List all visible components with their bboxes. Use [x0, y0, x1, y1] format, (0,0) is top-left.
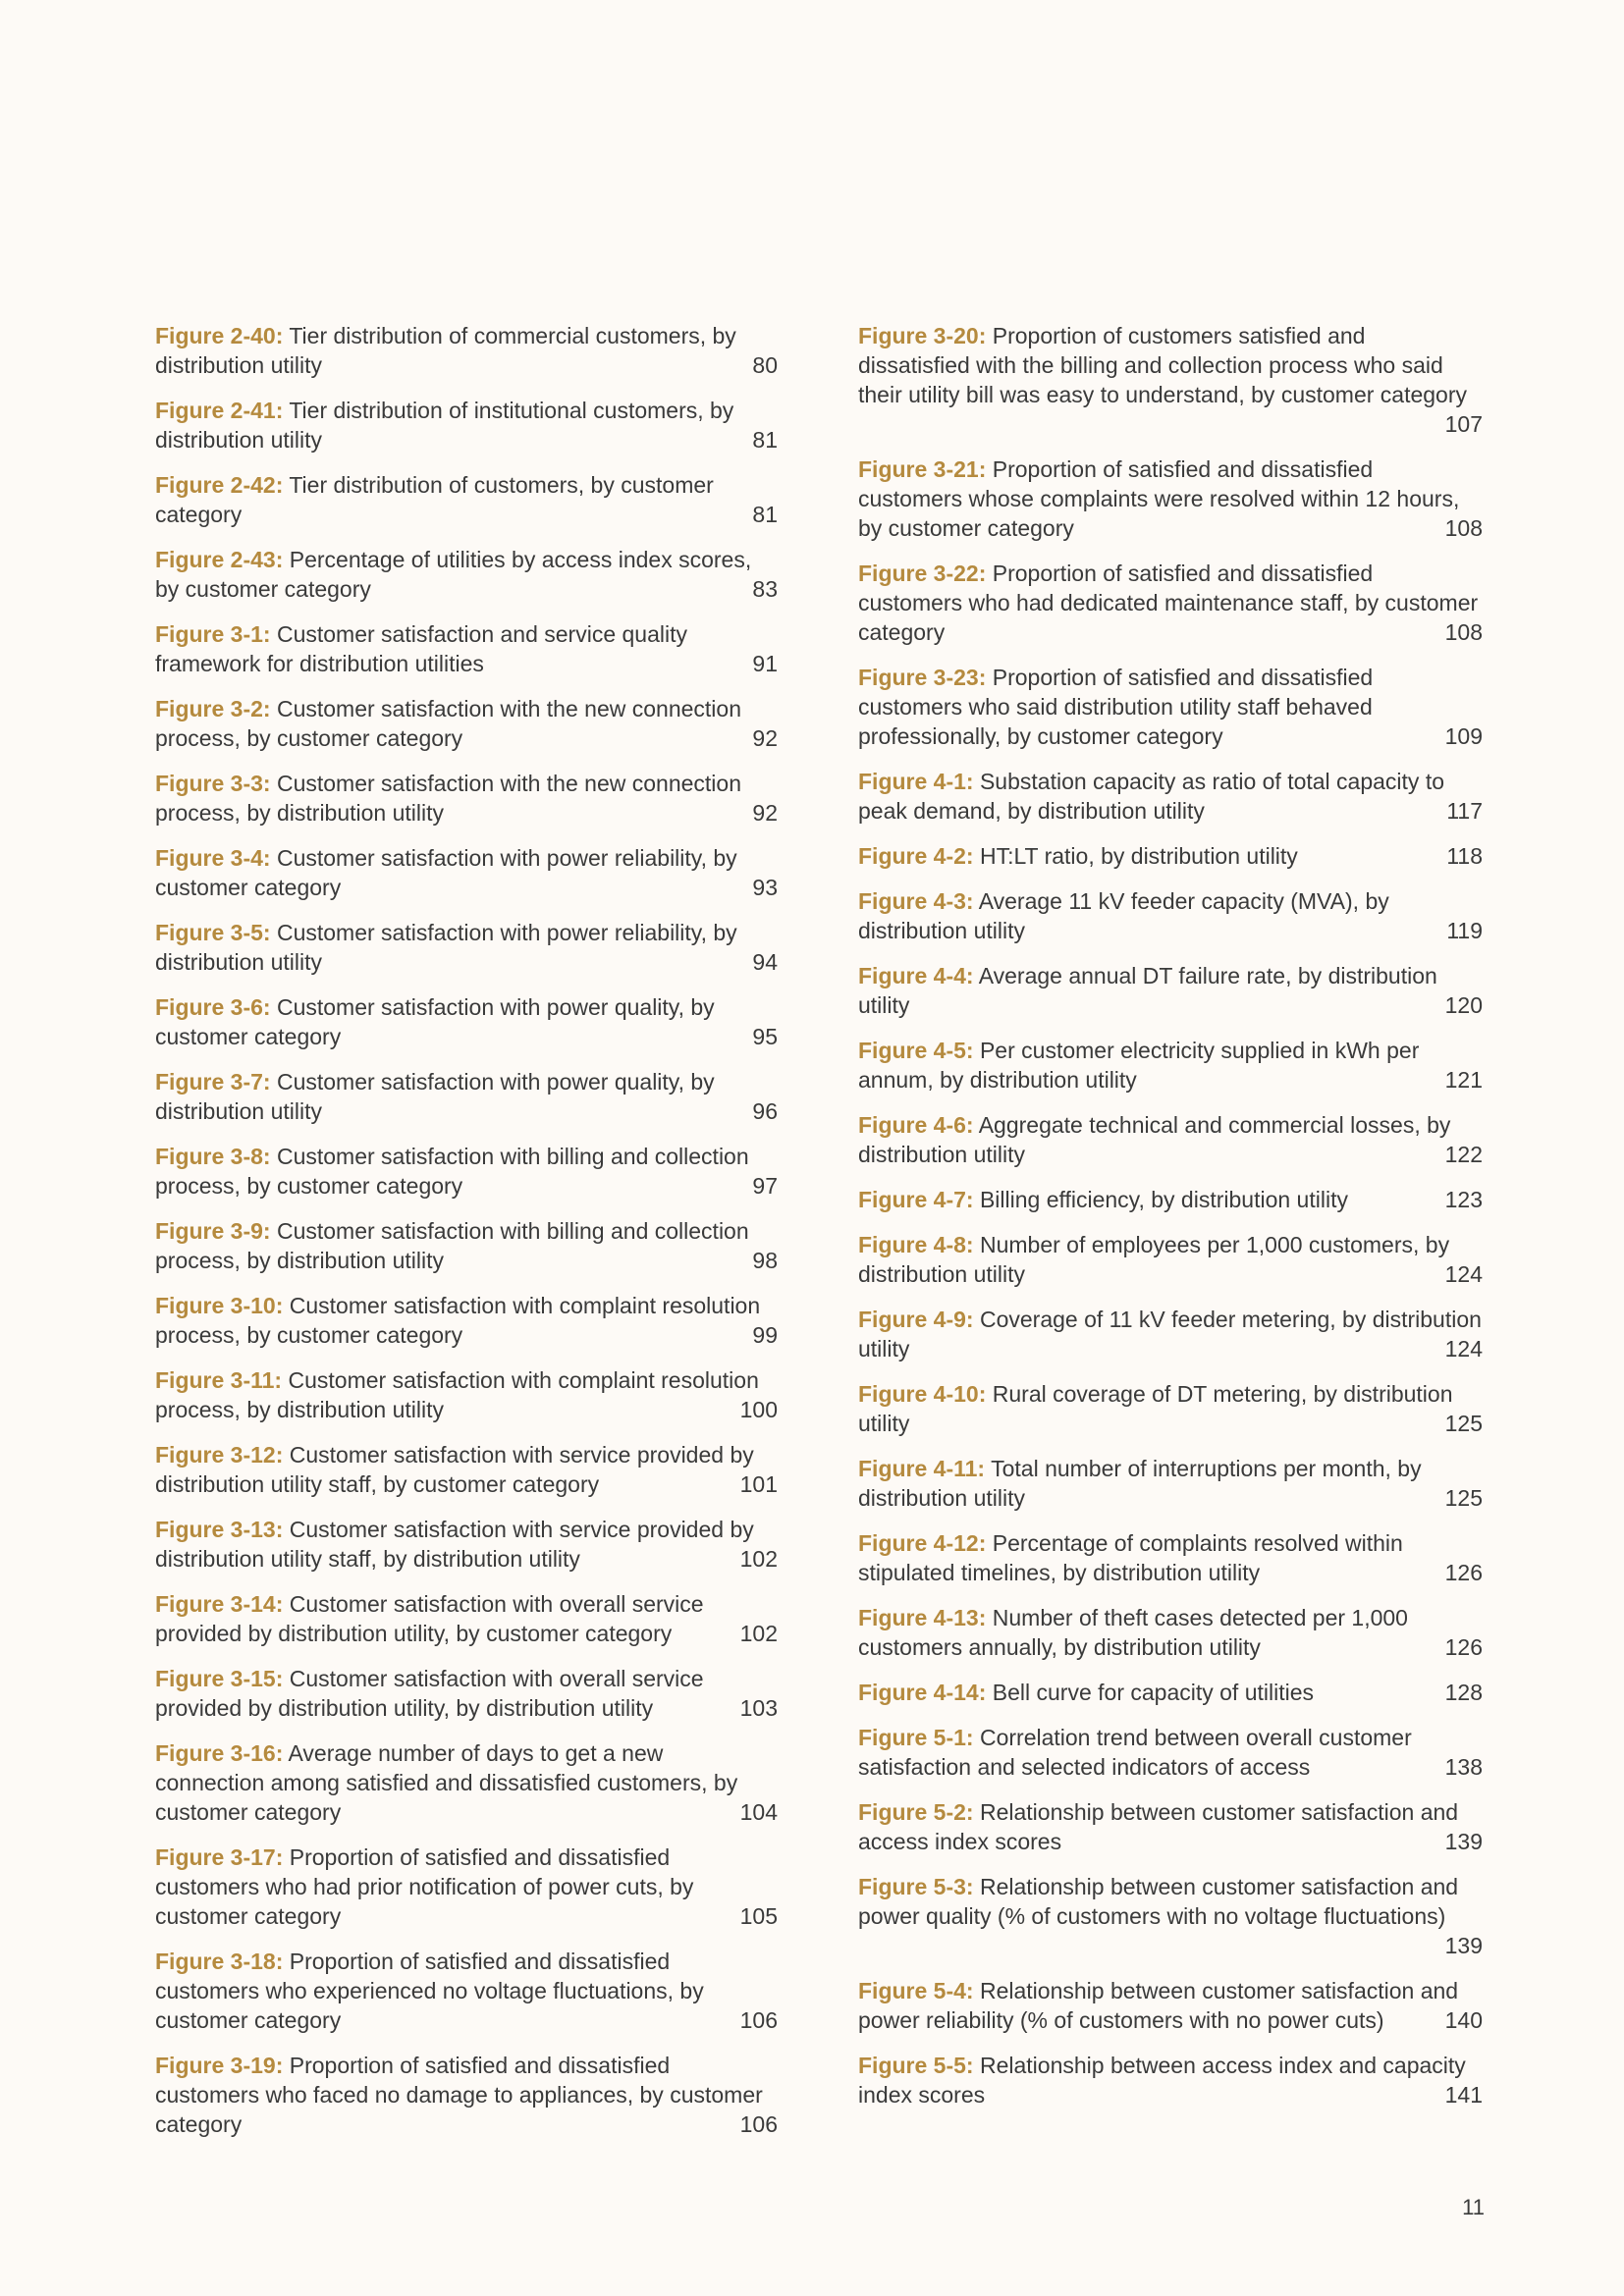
figure-label: Figure 4-12:	[858, 1530, 987, 1556]
figure-title: Customer satisfaction with overall service provided by distribution utility, by customer category	[155, 1591, 704, 1646]
toc-entry-text	[155, 1067, 778, 1126]
figure-label: Figure 5-3:	[858, 1874, 974, 1899]
page-ref: 104	[732, 1797, 778, 1827]
page-ref: 102	[732, 1619, 778, 1648]
toc-entry[interactable]	[858, 454, 1483, 543]
toc-entry-text	[858, 1379, 1483, 1438]
page-number: 11	[1462, 2195, 1485, 2219]
figure-label: Figure 2-41:	[155, 398, 284, 423]
page-ref: 122	[1437, 1140, 1483, 1169]
toc-entry[interactable]	[155, 470, 778, 529]
toc-entry-text	[155, 321, 778, 380]
toc-entry-text	[858, 1528, 1483, 1587]
toc-entry-text	[858, 1036, 1483, 1095]
page-ref: 118	[1438, 841, 1483, 871]
figure-label: Figure 4-9:	[858, 1307, 974, 1332]
toc-entry[interactable]	[155, 1291, 778, 1350]
toc-entry-text	[155, 545, 778, 604]
figure-title: Customer satisfaction with complaint resolution process, by distribution utility	[155, 1367, 759, 1422]
toc-entry[interactable]	[155, 619, 778, 678]
toc-entry-text	[858, 1976, 1483, 2035]
figure-title: Customer satisfaction with power quality, by distribution utility	[155, 1069, 715, 1124]
figure-title: Percentage of complaints resolved within stipulated timelines, by distribution utility	[858, 1530, 1403, 1585]
figure-title: HT:LT ratio, by distribution utility	[979, 843, 1298, 869]
toc-entry-text	[155, 396, 778, 454]
figure-title: Customer satisfaction with power reliability, by customer category	[155, 845, 737, 900]
figure-label: Figure 5-2:	[858, 1799, 974, 1825]
figure-label: Figure 3-20:	[858, 323, 987, 348]
page-ref: 92	[744, 798, 778, 828]
toc-entry[interactable]	[858, 1110, 1483, 1169]
toc-entry-text	[858, 321, 1483, 409]
figure-title: Relationship between customer satisfaction and access index scores	[858, 1799, 1459, 1854]
figure-label: Figure 5-5:	[858, 2053, 974, 2078]
toc-entry-text	[858, 1723, 1483, 1782]
toc-entry-text	[155, 1515, 778, 1574]
figure-title: Proportion of satisfied and dissatisfied customers whose complaints were resolved within 12 hours, by customer category	[858, 456, 1460, 541]
figure-label: Figure 5-1:	[858, 1725, 974, 1750]
figure-label: Figure 4-11:	[858, 1456, 986, 1481]
toc-entry[interactable]	[155, 1738, 778, 1827]
figure-title: Per customer electricity supplied in kWh per annum, by distribution utility	[858, 1038, 1420, 1093]
toc-entry[interactable]	[858, 1230, 1483, 1289]
figure-label: Figure 4-8:	[858, 1232, 974, 1257]
toc-entry-text	[858, 1454, 1483, 1513]
figure-label: Figure 3-21:	[858, 456, 987, 482]
figure-title: Customer satisfaction with overall service provided by distribution utility, by distribution utility	[155, 1666, 704, 1721]
toc-entry-text	[155, 1365, 778, 1424]
page-ref: 120	[1437, 990, 1483, 1020]
page-ref: 141	[1437, 2080, 1483, 2109]
figure-title: Relationship between access index and capacity index scores	[858, 2053, 1466, 2108]
toc-entry-text	[858, 559, 1483, 647]
toc-entry-text	[155, 1664, 778, 1723]
page-ref: 91	[744, 649, 778, 678]
toc-entry[interactable]	[858, 1723, 1483, 1782]
toc-entry-text	[858, 961, 1483, 1020]
figure-title: Coverage of 11 kV feeder metering, by distribution utility	[858, 1307, 1482, 1362]
page-ref: 123	[1437, 1185, 1483, 1214]
toc-entry-text	[155, 918, 778, 977]
toc-entry[interactable]	[155, 1842, 778, 1931]
toc-entry-text	[858, 1603, 1483, 1662]
figure-label: Figure 3-22:	[858, 561, 987, 586]
toc-entry-text	[858, 1110, 1483, 1169]
page-ref: 98	[744, 1246, 778, 1275]
figure-label: Figure 3-3:	[155, 771, 271, 796]
figure-label: Figure 3-18:	[155, 1949, 284, 1974]
figure-label: Figure 3-1:	[155, 621, 271, 647]
toc-entry-text	[858, 841, 1483, 871]
figure-title: Customer satisfaction with power reliability, by distribution utility	[155, 920, 737, 975]
toc-entry[interactable]	[858, 767, 1483, 826]
toc-entry[interactable]	[155, 1515, 778, 1574]
page-ref: 99	[744, 1320, 778, 1350]
page-ref: 139	[1437, 1931, 1483, 1960]
page-ref: 83	[744, 574, 778, 604]
toc-entry[interactable]	[155, 694, 778, 753]
toc-entry-text	[858, 1678, 1483, 1707]
toc-entry[interactable]	[858, 559, 1483, 647]
page-ref: 139	[1437, 1827, 1483, 1856]
toc-entry-text	[858, 1305, 1483, 1363]
figure-title: Aggregate technical and commercial losses, by distribution utility	[858, 1112, 1451, 1167]
figure-title: Proportion of satisfied and dissatisfied customers who had prior notification of power cuts, by customer category	[155, 1844, 694, 1929]
figure-label: Figure 3-15:	[155, 1666, 284, 1691]
page-ref: 106	[732, 2005, 778, 2035]
figure-label: Figure 3-7:	[155, 1069, 271, 1095]
figure-title: Average annual DT failure rate, by distribution utility	[858, 963, 1437, 1018]
figure-title: Customer satisfaction with billing and collection process, by customer category	[155, 1144, 749, 1199]
figure-label: Figure 4-14:	[858, 1680, 987, 1705]
toc-entry-text	[155, 1291, 778, 1350]
page-ref: 107	[1437, 409, 1483, 439]
page-ref: 126	[1437, 1558, 1483, 1587]
toc-entry[interactable]	[858, 1305, 1483, 1363]
toc-entry-text	[858, 886, 1483, 945]
page-ref: 109	[1437, 721, 1483, 751]
page-ref: 108	[1437, 513, 1483, 543]
toc-entry[interactable]	[858, 1379, 1483, 1438]
figure-label: Figure 4-1:	[858, 769, 974, 794]
toc-entry[interactable]	[155, 321, 778, 380]
toc-entry-text	[858, 454, 1483, 543]
toc-entry-text	[155, 1738, 778, 1827]
toc-entry[interactable]	[858, 2051, 1483, 2109]
toc-entry-text	[155, 1142, 778, 1201]
toc-entry[interactable]	[858, 1185, 1483, 1214]
toc-entry-text	[155, 769, 778, 828]
toc-left-column	[155, 321, 778, 2155]
figure-label: Figure 4-3:	[858, 888, 974, 914]
figure-title: Average 11 kV feeder capacity (MVA), by distribution utility	[858, 888, 1389, 943]
toc-entry-text	[858, 1797, 1483, 1856]
figure-title: Customer satisfaction with the new connection process, by customer category	[155, 696, 741, 751]
figure-title: Proportion of satisfied and dissatisfied customers who faced no damage to appliances, by customer category	[155, 2053, 763, 2137]
page-ref: 117	[1438, 796, 1483, 826]
figure-title: Relationship between customer satisfaction and power quality (% of customers with no voltage fluctuations)	[858, 1874, 1459, 1929]
page-ref: 119	[1438, 916, 1483, 945]
figure-label: Figure 4-2:	[858, 843, 974, 869]
figure-title: Rural coverage of DT metering, by distribution utility	[858, 1381, 1453, 1436]
figure-label: Figure 3-5:	[155, 920, 271, 945]
page-ref: 108	[1437, 617, 1483, 647]
toc-entry[interactable]	[858, 1528, 1483, 1587]
toc-entry-text	[858, 2051, 1483, 2109]
figure-label: Figure 4-13:	[858, 1605, 987, 1630]
page-ref: 126	[1437, 1632, 1483, 1662]
figure-title: Customer satisfaction with service provided by distribution utility staff, by customer category	[155, 1442, 754, 1497]
toc-entry[interactable]	[858, 886, 1483, 945]
figure-label: Figure 3-2:	[155, 696, 271, 721]
toc-entry[interactable]	[155, 396, 778, 454]
toc-right-column	[858, 321, 1483, 2125]
toc-entry[interactable]	[155, 1365, 778, 1424]
figure-label: Figure 3-11:	[155, 1367, 283, 1393]
toc-entry[interactable]	[155, 545, 778, 604]
figure-title: Number of employees per 1,000 customers, by distribution utility	[858, 1232, 1450, 1287]
figure-title: Customer satisfaction with the new connection process, by distribution utility	[155, 771, 741, 826]
toc-entry-text	[858, 663, 1483, 751]
figure-label: Figure 3-19:	[155, 2053, 284, 2078]
page-ref: 81	[744, 425, 778, 454]
page-ref: 97	[744, 1171, 778, 1201]
figure-title: Correlation trend between overall customer satisfaction and selected indicators of access	[858, 1725, 1412, 1780]
page-ref: 80	[744, 350, 778, 380]
page-ref: 81	[744, 500, 778, 529]
toc-entry[interactable]	[858, 1036, 1483, 1095]
figure-label: Figure 3-6:	[155, 994, 271, 1020]
page-ref: 102	[732, 1544, 778, 1574]
page-ref: 140	[1437, 2005, 1483, 2035]
figure-title: Billing efficiency, by distribution utility	[979, 1187, 1348, 1212]
figure-title: Customer satisfaction with service provided by distribution utility staff, by distribution utility	[155, 1517, 754, 1572]
toc-entry[interactable]	[155, 1067, 778, 1126]
page-ref: 95	[744, 1022, 778, 1051]
toc-entry-text	[155, 1440, 778, 1499]
page-ref: 121	[1437, 1065, 1483, 1095]
toc-entry-text	[858, 767, 1483, 826]
toc-entry[interactable]	[155, 992, 778, 1051]
page-ref: 100	[732, 1395, 778, 1424]
figure-label: Figure 3-16:	[155, 1740, 284, 1766]
figure-title: Customer satisfaction with power quality, by customer category	[155, 994, 715, 1049]
toc-entry-text	[155, 843, 778, 902]
figure-label: Figure 3-13:	[155, 1517, 284, 1542]
figure-label: Figure 2-40:	[155, 323, 284, 348]
toc-entry[interactable]	[155, 1589, 778, 1648]
figure-label: Figure 4-7:	[858, 1187, 974, 1212]
figure-label: Figure 4-5:	[858, 1038, 974, 1063]
page-ref: 103	[732, 1693, 778, 1723]
page-ref: 105	[732, 1901, 778, 1931]
toc-entry[interactable]	[155, 1216, 778, 1275]
toc-entry-text	[155, 1842, 778, 1931]
figure-title: Number of theft cases detected per 1,000 customers annually, by distribution utility	[858, 1605, 1408, 1660]
toc-entry-text	[858, 1872, 1483, 1931]
figure-title: Customer satisfaction with complaint resolution process, by customer category	[155, 1293, 761, 1348]
toc-entry-text	[155, 992, 778, 1051]
figure-title: Average number of days to get a new connection among satisfied and dissatisfied customers, by customer category	[155, 1740, 738, 1825]
toc-entry[interactable]	[155, 918, 778, 977]
page-ref: 93	[744, 873, 778, 902]
figure-label: Figure 3-10:	[155, 1293, 284, 1318]
toc-entry[interactable]	[155, 1440, 778, 1499]
figure-title: Proportion of customers satisfied and dissatisfied with the billing and collection process who said their utility bill was easy to understand, by customer category	[858, 323, 1468, 407]
figure-title: Tier distribution of institutional customers, by distribution utility	[155, 398, 734, 453]
figure-label: Figure 3-8:	[155, 1144, 271, 1169]
page-ref: 124	[1437, 1334, 1483, 1363]
page-ref: 125	[1437, 1409, 1483, 1438]
toc-entry[interactable]	[858, 841, 1483, 871]
page-ref: 106	[732, 2109, 778, 2139]
figure-label: Figure 3-9:	[155, 1218, 271, 1244]
figure-title: Percentage of utilities by access index scores, by customer category	[155, 547, 752, 602]
toc-entry[interactable]	[155, 1664, 778, 1723]
figure-title: Bell curve for capacity of utilities	[992, 1680, 1315, 1705]
page-ref: 101	[732, 1469, 778, 1499]
page-ref: 125	[1437, 1483, 1483, 1513]
toc-entry-text	[155, 2051, 778, 2139]
figure-label: Figure 4-10:	[858, 1381, 987, 1407]
toc-entry[interactable]	[155, 2051, 778, 2139]
toc-entry[interactable]	[858, 1797, 1483, 1856]
toc-entry-text	[155, 1947, 778, 2035]
toc-entry-text	[155, 619, 778, 678]
figure-title: Total number of interruptions per month, by distribution utility	[858, 1456, 1422, 1511]
figure-label: Figure 5-4:	[858, 1978, 974, 2003]
figure-label: Figure 3-12:	[155, 1442, 284, 1468]
figure-label: Figure 4-4:	[858, 963, 974, 988]
toc-entry-text	[155, 1589, 778, 1648]
figure-title: Substation capacity as ratio of total capacity to peak demand, by distribution utility	[858, 769, 1445, 824]
figure-title: Proportion of satisfied and dissatisfied customers who said distribution utility staff behaved professionally, by customer category	[858, 665, 1374, 749]
toc-entry-text	[155, 470, 778, 529]
toc-entry[interactable]	[155, 1142, 778, 1201]
figure-title: Customer satisfaction and service quality framework for distribution utilities	[155, 621, 687, 676]
figure-label: Figure 2-42:	[155, 472, 284, 498]
page-ref: 96	[744, 1096, 778, 1126]
toc-entry-text	[858, 1185, 1483, 1214]
toc-entry-text	[858, 1230, 1483, 1289]
page-ref: 94	[744, 947, 778, 977]
toc-entry[interactable]	[155, 843, 778, 902]
page-ref: 128	[1437, 1678, 1483, 1707]
figure-label: Figure 3-4:	[155, 845, 271, 871]
toc-entry[interactable]	[858, 1678, 1483, 1707]
toc-entry[interactable]	[858, 663, 1483, 751]
toc-entry[interactable]	[858, 961, 1483, 1020]
page-ref: 92	[744, 723, 778, 753]
toc-entry-text	[155, 1216, 778, 1275]
toc-entry[interactable]	[858, 1603, 1483, 1662]
toc-entry[interactable]	[858, 321, 1483, 439]
figure-label: Figure 3-17:	[155, 1844, 284, 1870]
toc-entry[interactable]	[858, 1872, 1483, 1960]
figure-title: Relationship between customer satisfaction and power reliability (% of customers with no power cuts)	[858, 1978, 1459, 2033]
figure-title: Customer satisfaction with billing and collection process, by distribution utility	[155, 1218, 749, 1273]
page-ref: 138	[1437, 1752, 1483, 1782]
toc-entry[interactable]	[155, 1947, 778, 2035]
toc-entry-text	[155, 694, 778, 753]
figure-title: Proportion of satisfied and dissatisfied customers who had dedicated maintenance staff, by customer category	[858, 561, 1479, 645]
figure-title: Tier distribution of customers, by customer category	[155, 472, 714, 527]
toc-entry[interactable]	[858, 1976, 1483, 2035]
figure-label: Figure 2-43:	[155, 547, 284, 572]
figure-label: Figure 3-14:	[155, 1591, 284, 1617]
figure-title: Tier distribution of commercial customers, by distribution utility	[155, 323, 736, 378]
page-ref: 124	[1437, 1259, 1483, 1289]
toc-entry[interactable]	[858, 1454, 1483, 1513]
figure-label: Figure 4-6:	[858, 1112, 974, 1138]
figure-title: Proportion of satisfied and dissatisfied customers who experienced no voltage fluctuations, by customer category	[155, 1949, 704, 2033]
toc-entry[interactable]	[155, 769, 778, 828]
figure-label: Figure 3-23:	[858, 665, 987, 690]
